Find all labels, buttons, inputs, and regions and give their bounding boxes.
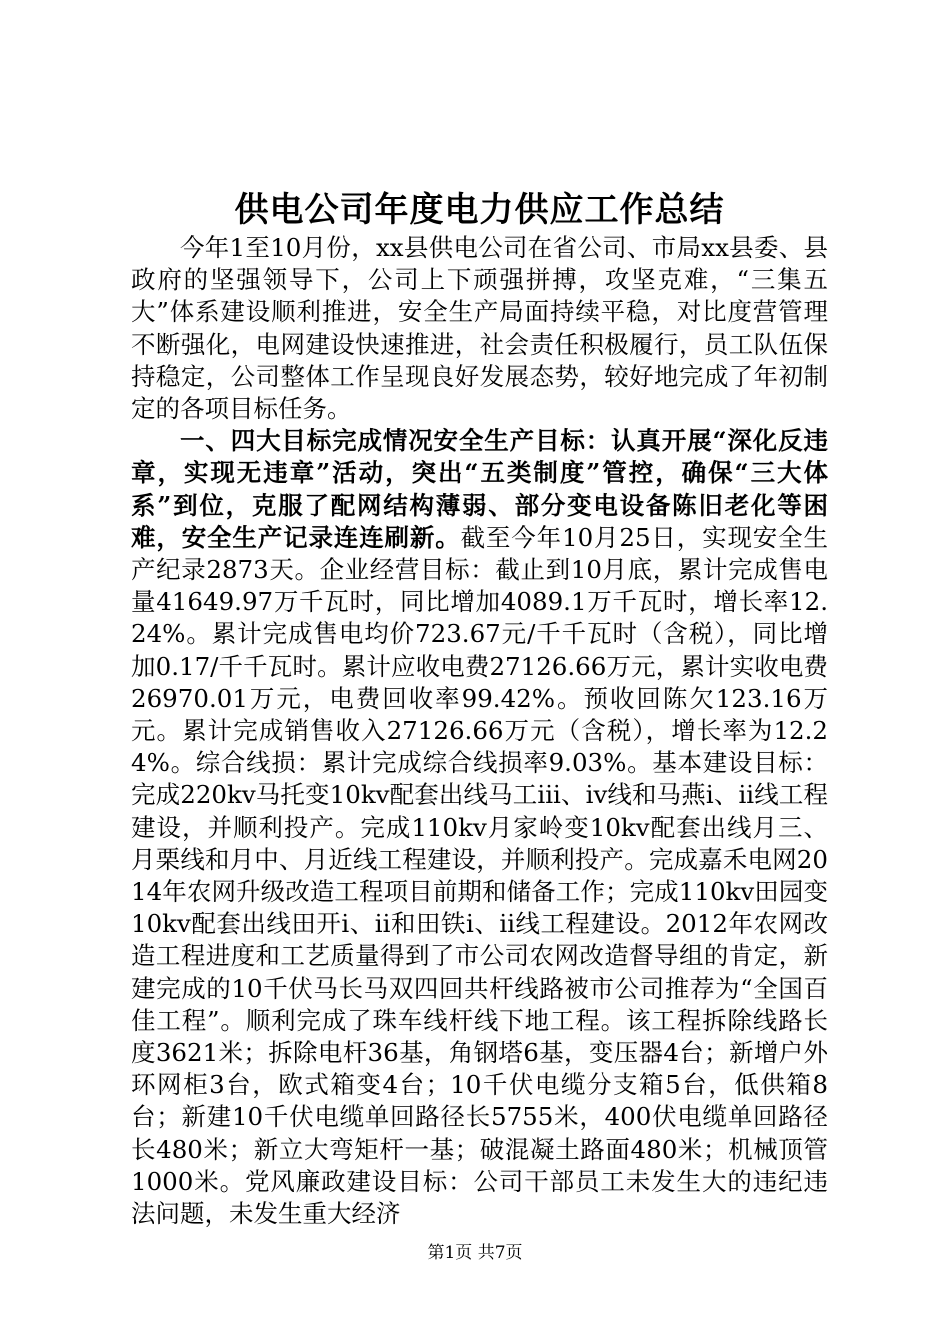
intro-paragraph: 今年1至10月份，xx县供电公司在省公司、市局xx县委、县政府的坚强领导下，公司上下顽强拼搏，攻坚克难，“三集五大”体系建设顺利推进，安全生产局面持续平稳，对比度营管理不断强化，电网建设快速推进，社会责任积极履行，员工队伍保持稳定，公司整体工作呈现良好发展态势，较好地完成了年初制定的各项目标任务。 [131, 233, 828, 424]
section-heading-lead: 一、四大目标完成情况安全生产目标：认真开展“深化反违章，实现无违章”活动，突出“五类制度”管控，确保“三大体系”到位，克服了配网结构薄弱、部分变电设备陈旧老化等困难，安全生产记录连连刷新。 [131, 426, 828, 552]
page-number-footer: 第1页 共7页 [427, 1243, 523, 1263]
document-title: 供电公司年度电力供应工作总结 [234, 190, 725, 230]
targets-paragraph [131, 425, 828, 1230]
document-body [131, 232, 828, 1230]
targets-paragraph-body: 截至今年10月25日，实现安全生产纪录2873天。企业经营目标：截止到10月底，累计完成售电量41649.97万千瓦时，同比增加4089.1万千瓦时，增长率12.24%。累计完成售电均价723.67元/千千瓦时（含税），同比增加0.17/千千瓦时。累计应收电费27126.66万元，累计实收电费26970.01万元，电费回收率99.42%。预收回陈欠123.16万元。累计完成销售收入27126.66万元（含税），增长率为12.24%。综合线损：累计完成综合线损率9.03%。基本建设目标：完成220kv马托变10kv配套出线马工iii、iv线和马燕i、ii线工程建设，并顺利投产。完成110kv月家岭变10kv配套出线月三、月栗线和月中、月近线工程建设，并顺利投产。完成嘉禾电网2014年农网升级改造工程项目前期和储备工作；完成110kv田园变10kv配套出线田开i、ii和田铁i、ii线工程建设。2012年农网改造工程进度和工艺质量得到了市公司农网改造督导组的肯定，新建完成的10千伏马长马双四回共杆线路被市公司推荐为“全国百佳工程”。顺利完成了珠车线杆线下地工程。该工程拆除线路长度3621米；拆除电杆36基，角钢塔6基，变压器4台；新增户外环网柜3台，欧式箱变4台；10千伏电缆分支箱5台，低供箱8台；新建10千伏电缆单回路径长5755米，400伏电缆单回路径长480米；新立大弯矩杆一基；破混凝土路面480米；机械顶管1000米。党风廉政建设目标：公司干部员工未发生大的违纪违法问题，未发生重大经济 [131, 522, 828, 1229]
